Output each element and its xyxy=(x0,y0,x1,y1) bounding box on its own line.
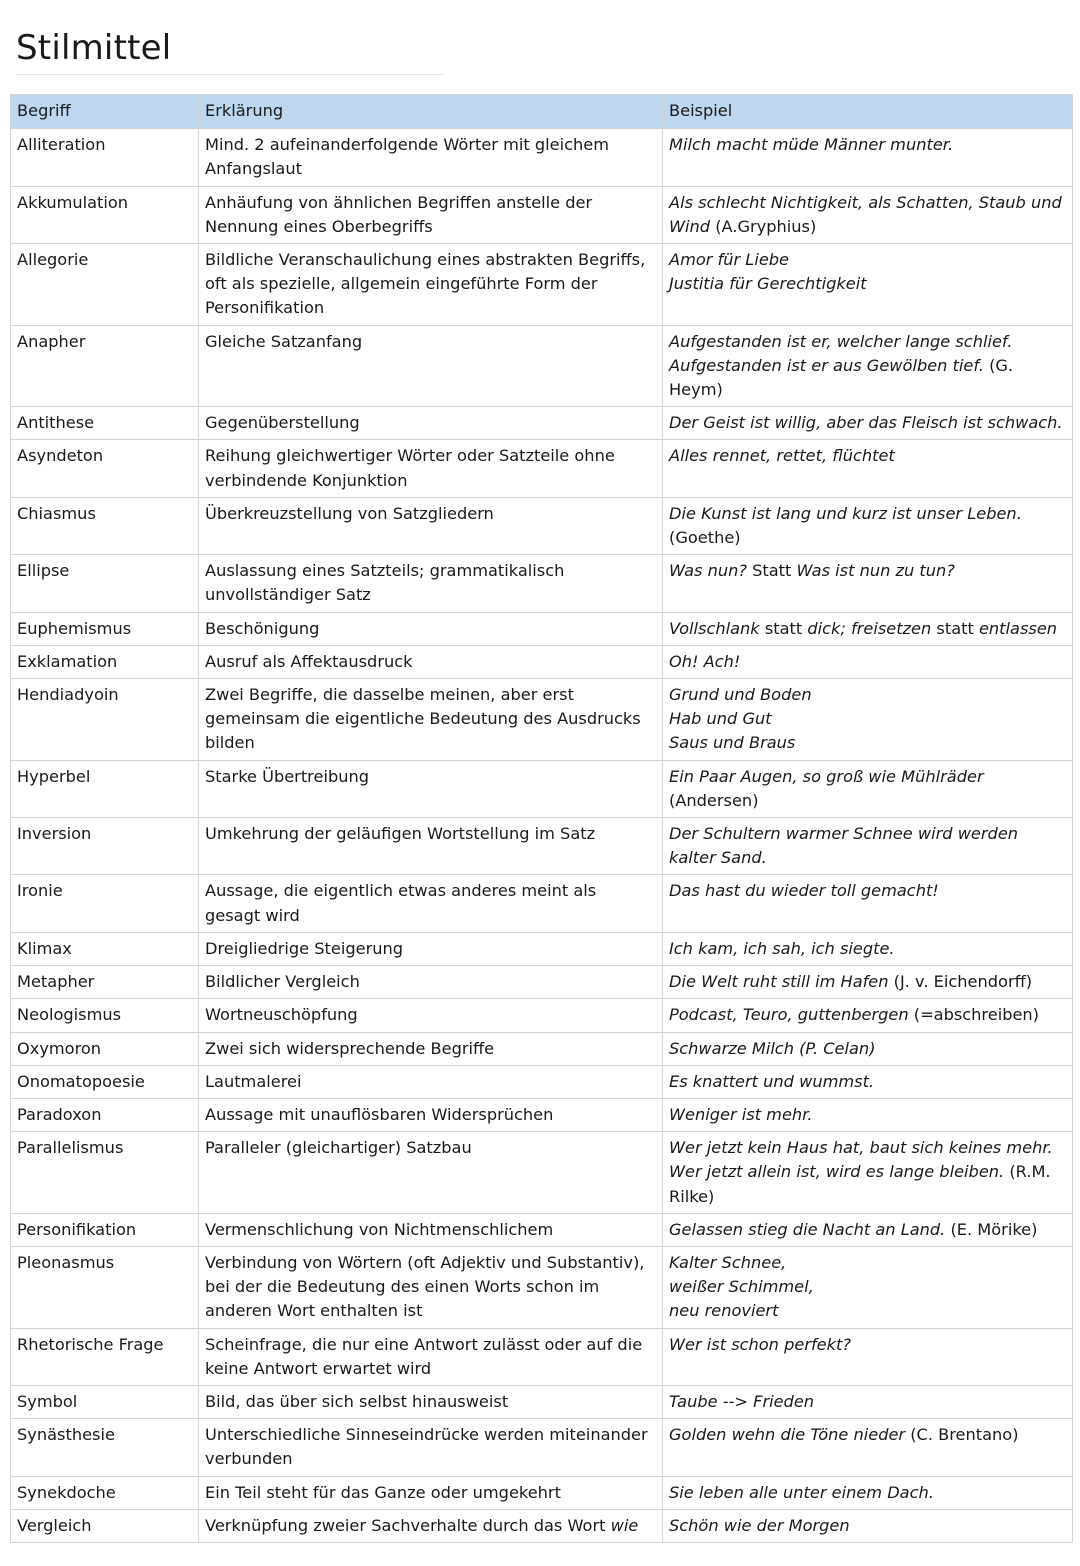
example-line xyxy=(669,1481,1066,1505)
explanation-cell xyxy=(199,1032,663,1065)
example-text: Es knattert und wummst. xyxy=(669,1071,875,1091)
explanation-text: Bildlicher Vergleich xyxy=(205,972,360,992)
table-row xyxy=(11,407,1073,440)
stilmittel-table xyxy=(10,94,1073,1543)
term-cell: Rhetorische Frage xyxy=(11,1328,199,1385)
table-row xyxy=(11,1419,1073,1476)
table-row xyxy=(11,555,1073,612)
explanation-text: Auslassung eines Satzteils; grammatikalisch unvollständiger Satz xyxy=(205,561,565,605)
term-cell: Personifikation xyxy=(11,1213,199,1246)
explanation-cell xyxy=(199,999,663,1032)
example-line xyxy=(669,248,1066,272)
explanation-cell xyxy=(199,129,663,186)
example-line xyxy=(669,191,1066,239)
example-text: Was nun? xyxy=(669,561,747,581)
explanation-text: wie xyxy=(610,1515,639,1535)
explanation-cell xyxy=(199,932,663,965)
example-text: Der Schultern warmer Schnee wird werden kalter Sand. xyxy=(669,824,1019,868)
example-line xyxy=(669,559,1066,583)
example-cell xyxy=(663,186,1073,243)
explanation-cell xyxy=(199,1385,663,1418)
table-row xyxy=(11,1032,1073,1065)
example-text: (Goethe) xyxy=(669,528,741,548)
page-title: Stilmittel xyxy=(16,28,172,68)
example-text: Podcast, Teuro, guttenbergen xyxy=(669,1005,909,1025)
example-text: Wer jetzt kein Haus hat, baut sich keines mehr. xyxy=(669,1138,1053,1158)
term-cell: Ironie xyxy=(11,875,199,932)
example-cell xyxy=(663,129,1073,186)
example-cell xyxy=(663,1476,1073,1509)
table-row xyxy=(11,1328,1073,1385)
example-text: (G. Heym) xyxy=(669,355,1014,400)
table-header xyxy=(11,95,1073,129)
example-line xyxy=(669,1423,1066,1447)
example-text: Milch macht müde Männer munter. xyxy=(669,135,954,155)
term-cell: Synästhesie xyxy=(11,1419,199,1476)
term-cell: Symbol xyxy=(11,1385,199,1418)
term-cell: Antithese xyxy=(11,407,199,440)
example-text: entlassen xyxy=(978,618,1058,638)
example-line xyxy=(669,1251,1066,1275)
explanation-cell xyxy=(199,1328,663,1385)
example-line xyxy=(669,1136,1066,1160)
explanation-text: Beschönigung xyxy=(205,618,320,638)
table-row xyxy=(11,999,1073,1032)
example-line xyxy=(669,502,1066,526)
term-cell: Ellipse xyxy=(11,555,199,612)
example-text: Was ist nun zu tun? xyxy=(796,561,955,581)
explanation-text: Zwei sich widersprechende Begriffe xyxy=(205,1038,495,1058)
example-text: (E. Mörike) xyxy=(945,1219,1038,1239)
explanation-text: Umkehrung der geläufigen Wortstellung im Satz xyxy=(205,824,596,844)
explanation-text: Ausruf als Affektausdruck xyxy=(205,651,413,671)
example-line xyxy=(669,707,1066,731)
example-line xyxy=(669,526,1066,550)
example-text: Der Geist ist willig, aber das Fleisch ist schwach. xyxy=(669,413,1063,433)
example-text: (C. Brentano) xyxy=(905,1425,1019,1445)
example-line xyxy=(669,1103,1066,1127)
header-example: Beispiel xyxy=(663,95,1073,129)
example-text: (Andersen) xyxy=(669,790,759,810)
explanation-cell xyxy=(199,1246,663,1328)
example-line xyxy=(669,683,1066,707)
example-line xyxy=(669,330,1066,354)
explanation-text: Verbindung von Wörtern (oft Adjektiv und Substantiv), bei der die Bedeutung des einen Worts schon im anderen Wort enthalten ist xyxy=(205,1252,645,1321)
explanation-text: Bild, das über sich selbst hinausweist xyxy=(205,1391,509,1411)
term-cell: Oxymoron xyxy=(11,1032,199,1065)
example-text: Sie leben alle unter einem Dach. xyxy=(669,1482,934,1502)
table-row xyxy=(11,186,1073,243)
example-line xyxy=(669,1299,1066,1323)
term-cell: Hendiadyoin xyxy=(11,679,199,761)
table-row xyxy=(11,1132,1073,1214)
example-line xyxy=(669,617,1066,641)
example-line xyxy=(669,970,1066,994)
term-cell: Neologismus xyxy=(11,999,199,1032)
example-text: Hab und Gut xyxy=(669,709,772,729)
example-line xyxy=(669,354,1066,402)
example-cell xyxy=(663,645,1073,678)
example-text: Ein Paar Augen, so groß wie Mühlräder xyxy=(669,766,984,786)
explanation-text: Lautmalerei xyxy=(205,1071,302,1091)
example-text: Kalter Schnee, xyxy=(669,1252,787,1272)
explanation-cell xyxy=(199,407,663,440)
term-cell: Chiasmus xyxy=(11,497,199,554)
example-cell xyxy=(663,325,1073,407)
explanation-text: Anhäufung von ähnlichen Begriffen anstelle der Nennung eines Oberbegriffs xyxy=(205,192,593,236)
explanation-cell xyxy=(199,875,663,932)
term-cell: Klimax xyxy=(11,932,199,965)
term-cell: Hyperbel xyxy=(11,760,199,817)
term-cell: Inversion xyxy=(11,818,199,875)
term-cell: Synekdoche xyxy=(11,1476,199,1509)
example-text: (=abschreiben) xyxy=(908,1005,1040,1025)
table-row xyxy=(11,1246,1073,1328)
table-row xyxy=(11,497,1073,554)
example-text: statt xyxy=(759,618,808,638)
explanation-text: Zwei Begriffe, die dasselbe meinen, aber erst gemeinsam die eigentliche Bedeutung des Ausdrucks bilden xyxy=(205,685,641,753)
table-row xyxy=(11,325,1073,407)
explanation-cell xyxy=(199,818,663,875)
example-text: Ich kam, ich sah, ich siegte. xyxy=(669,938,895,958)
example-cell xyxy=(663,612,1073,645)
example-cell xyxy=(663,999,1073,1032)
explanation-cell xyxy=(199,555,663,612)
example-cell xyxy=(663,760,1073,817)
example-text: Justitia für Gerechtigkeit xyxy=(669,274,867,294)
example-line xyxy=(669,1160,1066,1208)
explanation-text: Ein Teil steht für das Ganze oder umgekehrt xyxy=(205,1482,561,1502)
example-text: dick; freisetzen xyxy=(807,618,932,638)
example-text: Schön wie der Morgen xyxy=(669,1515,850,1535)
header-explanation: Erklärung xyxy=(199,95,663,129)
example-text: Vollschlank xyxy=(669,618,760,638)
explanation-text: Wortneuschöpfung xyxy=(205,1005,358,1025)
explanation-text: Aussage mit unauflösbaren Widersprüchen xyxy=(205,1104,554,1124)
example-text: Taube --> Frieden xyxy=(669,1391,815,1411)
example-text: Alles rennet, rettet, flüchtet xyxy=(669,446,895,466)
table-row xyxy=(11,1065,1073,1098)
explanation-cell xyxy=(199,325,663,407)
explanation-text: Bildliche Veranschaulichung eines abstrakten Begriffs, oft als spezielle, allgemein eingeführte Form der Personifikation xyxy=(205,250,646,318)
example-cell xyxy=(663,875,1073,932)
table-row xyxy=(11,1385,1073,1418)
example-line xyxy=(669,1037,1066,1061)
example-line xyxy=(669,731,1066,755)
example-text: Als schlecht Nichtigkeit, als Schatten, Staub und Wind xyxy=(669,192,1062,236)
example-cell xyxy=(663,1213,1073,1246)
term-cell: Allegorie xyxy=(11,244,199,326)
example-text: (A.Gryphius) xyxy=(710,216,817,236)
example-line xyxy=(669,1514,1066,1538)
explanation-cell xyxy=(199,1476,663,1509)
example-cell xyxy=(663,1065,1073,1098)
example-cell xyxy=(663,1385,1073,1418)
explanation-text: Aussage, die eigentlich etwas anderes meint als gesagt wird xyxy=(205,881,597,925)
table-row xyxy=(11,679,1073,761)
example-text: Das hast du wieder toll gemacht! xyxy=(669,881,939,901)
example-cell xyxy=(663,1246,1073,1328)
example-text: Weniger ist mehr. xyxy=(669,1104,813,1124)
explanation-text: Verknüpfung zweier Sachverhalte durch das Wort xyxy=(205,1515,611,1535)
example-line xyxy=(669,411,1066,435)
example-text: Oh! Ach! xyxy=(669,651,741,671)
example-cell xyxy=(663,679,1073,761)
example-line xyxy=(669,789,1066,813)
example-line xyxy=(669,650,1066,674)
example-text: Die Kunst ist lang und kurz ist unser Leben. xyxy=(669,503,1022,523)
explanation-cell xyxy=(199,1065,663,1098)
table-row xyxy=(11,1213,1073,1246)
table-row xyxy=(11,612,1073,645)
term-cell: Parallelismus xyxy=(11,1132,199,1214)
example-text: (R.M. Rilke) xyxy=(669,1162,1051,1206)
example-cell xyxy=(663,244,1073,326)
example-line xyxy=(669,1390,1066,1414)
term-cell: Asyndeton xyxy=(11,440,199,497)
term-cell: Exklamation xyxy=(11,645,199,678)
term-cell: Anapher xyxy=(11,325,199,407)
explanation-cell xyxy=(199,244,663,326)
explanation-cell xyxy=(199,966,663,999)
table-row xyxy=(11,875,1073,932)
table-body xyxy=(11,129,1073,1543)
explanation-text: Paralleler (gleichartiger) Satzbau xyxy=(205,1138,472,1158)
term-cell: Onomatopoesie xyxy=(11,1065,199,1098)
table-row xyxy=(11,645,1073,678)
example-line xyxy=(669,1003,1066,1027)
table-row xyxy=(11,760,1073,817)
explanation-cell xyxy=(199,760,663,817)
table-row xyxy=(11,818,1073,875)
example-text: Statt xyxy=(747,561,797,581)
example-text: (J. v. Eichendorff) xyxy=(888,972,1033,992)
term-cell: Vergleich xyxy=(11,1509,199,1542)
example-cell xyxy=(663,1098,1073,1131)
example-text: statt xyxy=(931,618,979,638)
example-line xyxy=(669,822,1066,870)
example-text: Wer ist schon perfekt? xyxy=(669,1334,851,1354)
explanation-cell xyxy=(199,1213,663,1246)
example-cell xyxy=(663,407,1073,440)
table-row xyxy=(11,932,1073,965)
term-cell: Akkumulation xyxy=(11,186,199,243)
explanation-cell xyxy=(199,1509,663,1542)
explanation-text: Starke Übertreibung xyxy=(205,766,370,786)
example-line xyxy=(669,1275,1066,1299)
example-text: Gelassen stieg die Nacht an Land. xyxy=(669,1219,946,1239)
example-cell xyxy=(663,966,1073,999)
explanation-cell xyxy=(199,497,663,554)
example-text: Grund und Boden xyxy=(669,685,812,705)
example-text: Aufgestanden ist er, welcher lange schlief. xyxy=(669,331,1013,351)
example-text: weißer Schimmel, xyxy=(669,1277,814,1297)
header-term: Begriff xyxy=(11,95,199,129)
example-cell xyxy=(663,1132,1073,1214)
explanation-cell xyxy=(199,1132,663,1214)
table-row xyxy=(11,966,1073,999)
explanation-cell xyxy=(199,645,663,678)
header-row xyxy=(11,95,1073,129)
explanation-cell xyxy=(199,679,663,761)
example-cell xyxy=(663,1032,1073,1065)
example-line xyxy=(669,765,1066,789)
explanation-text: Scheinfrage, die nur eine Antwort zulässt oder auf die keine Antwort erwartet wird xyxy=(205,1334,643,1378)
explanation-cell xyxy=(199,612,663,645)
example-text: Golden wehn die Töne nieder xyxy=(669,1425,906,1445)
example-line xyxy=(669,1333,1066,1357)
example-line xyxy=(669,272,1066,296)
example-text: Amor für Liebe xyxy=(669,250,790,270)
example-cell xyxy=(663,1419,1073,1476)
term-cell: Pleonasmus xyxy=(11,1246,199,1328)
explanation-text: Gleiche Satzanfang xyxy=(205,331,363,351)
example-text: neu renoviert xyxy=(669,1301,779,1321)
example-line xyxy=(669,1218,1066,1242)
example-line xyxy=(669,937,1066,961)
table-row xyxy=(11,129,1073,186)
title-underline xyxy=(16,74,444,75)
term-cell: Metapher xyxy=(11,966,199,999)
table-row xyxy=(11,440,1073,497)
example-cell xyxy=(663,818,1073,875)
example-text: Saus und Braus xyxy=(669,733,796,753)
table-row xyxy=(11,1098,1073,1131)
table-row xyxy=(11,1476,1073,1509)
explanation-text: Dreigliedrige Steigerung xyxy=(205,938,404,958)
explanation-text: Reihung gleichwertiger Wörter oder Satzteile ohne verbindende Konjunktion xyxy=(205,446,615,490)
example-text: Wer jetzt allein ist, wird es lange bleiben. xyxy=(669,1162,1005,1182)
explanation-cell xyxy=(199,1098,663,1131)
example-text: Aufgestanden ist er aus Gewölben tief. xyxy=(669,355,984,375)
explanation-text: Unterschiedliche Sinneseindrücke werden miteinander verbunden xyxy=(205,1425,648,1469)
explanation-cell xyxy=(199,186,663,243)
example-cell xyxy=(663,555,1073,612)
example-cell xyxy=(663,1328,1073,1385)
table-row xyxy=(11,244,1073,326)
explanation-text: Überkreuzstellung von Satzgliedern xyxy=(205,503,494,523)
example-line xyxy=(669,1070,1066,1094)
example-line xyxy=(669,879,1066,903)
explanation-cell xyxy=(199,440,663,497)
example-line xyxy=(669,444,1066,468)
example-line xyxy=(669,133,1066,157)
example-cell xyxy=(663,497,1073,554)
explanation-text: Mind. 2 aufeinanderfolgende Wörter mit gleichem Anfangslaut xyxy=(205,135,609,179)
term-cell: Paradoxon xyxy=(11,1098,199,1131)
example-text: Die Welt ruht still im Hafen xyxy=(669,972,889,992)
explanation-cell xyxy=(199,1419,663,1476)
example-cell xyxy=(663,1509,1073,1542)
example-cell xyxy=(663,440,1073,497)
term-cell: Alliteration xyxy=(11,129,199,186)
example-cell xyxy=(663,932,1073,965)
example-text: Schwarze Milch (P. Celan) xyxy=(669,1038,876,1058)
explanation-text: Vermenschlichung von Nichtmenschlichem xyxy=(205,1219,554,1239)
explanation-text: Gegenüberstellung xyxy=(205,413,360,433)
term-cell: Euphemismus xyxy=(11,612,199,645)
table-row xyxy=(11,1509,1073,1542)
